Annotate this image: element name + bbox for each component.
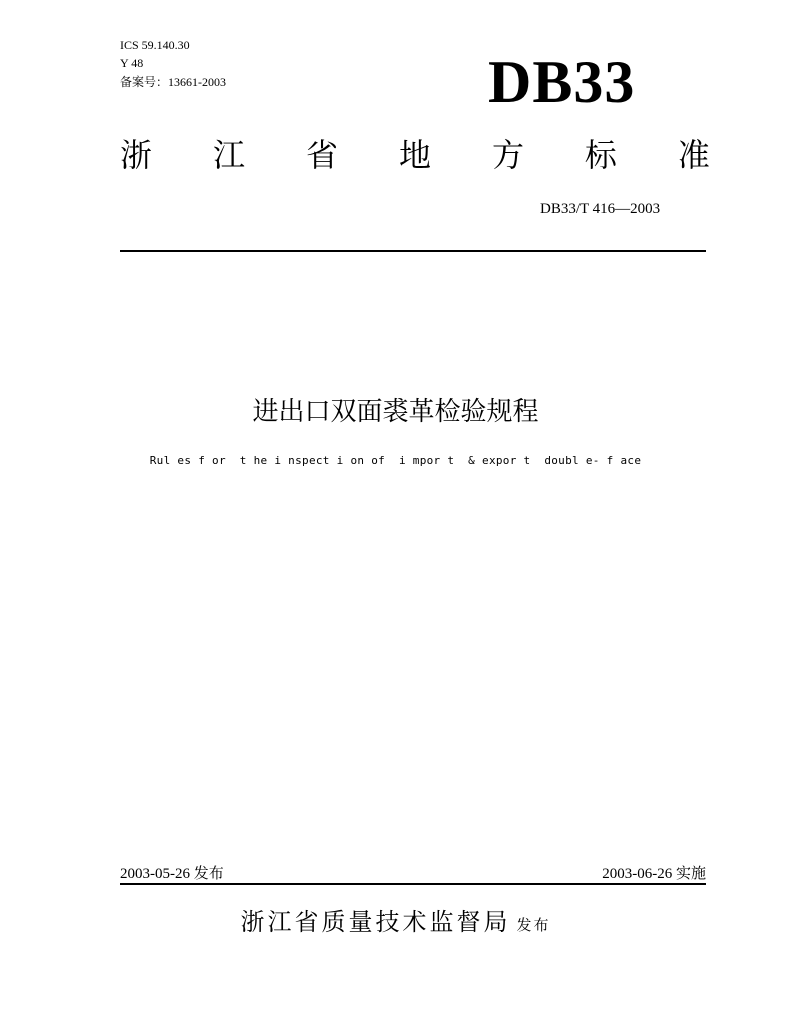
standard-type-char: 地 [398, 136, 431, 174]
issuer-line [0, 904, 791, 943]
implementation-date: 2003-06-26 实施 [602, 866, 706, 882]
standard-number: DB33/T 416—2003 [540, 201, 661, 217]
standard-type-char: 省 [305, 136, 338, 174]
classification-code: Y 48 [120, 56, 144, 70]
standard-type-char: 方 [491, 136, 524, 174]
standard-type-char: 准 [677, 136, 710, 174]
record-number: 备案号：13661-2003 [120, 75, 226, 89]
standard-type-heading [120, 132, 710, 178]
issue-date: 2003-05-26 发布 [120, 866, 224, 882]
ics-code: ICS 59.140.30 [120, 38, 190, 52]
standard-type-char: 浙 [120, 136, 153, 174]
bottom-divider [120, 883, 706, 885]
standard-type-char: 标 [584, 136, 617, 174]
standard-type-char: 江 [212, 136, 245, 174]
issuer-name: 浙江省质量技术监督局 [240, 908, 511, 936]
top-divider [120, 250, 706, 252]
standard-logo: DB33 [488, 49, 636, 115]
issuer-suffix: 发布 [516, 916, 551, 934]
title-english: Rul es f or t he i nspect i on of i mpor t & expor t doubl e- f ace [149, 454, 642, 467]
title-chinese: 进出口双面裘革检验规程 [252, 397, 539, 427]
